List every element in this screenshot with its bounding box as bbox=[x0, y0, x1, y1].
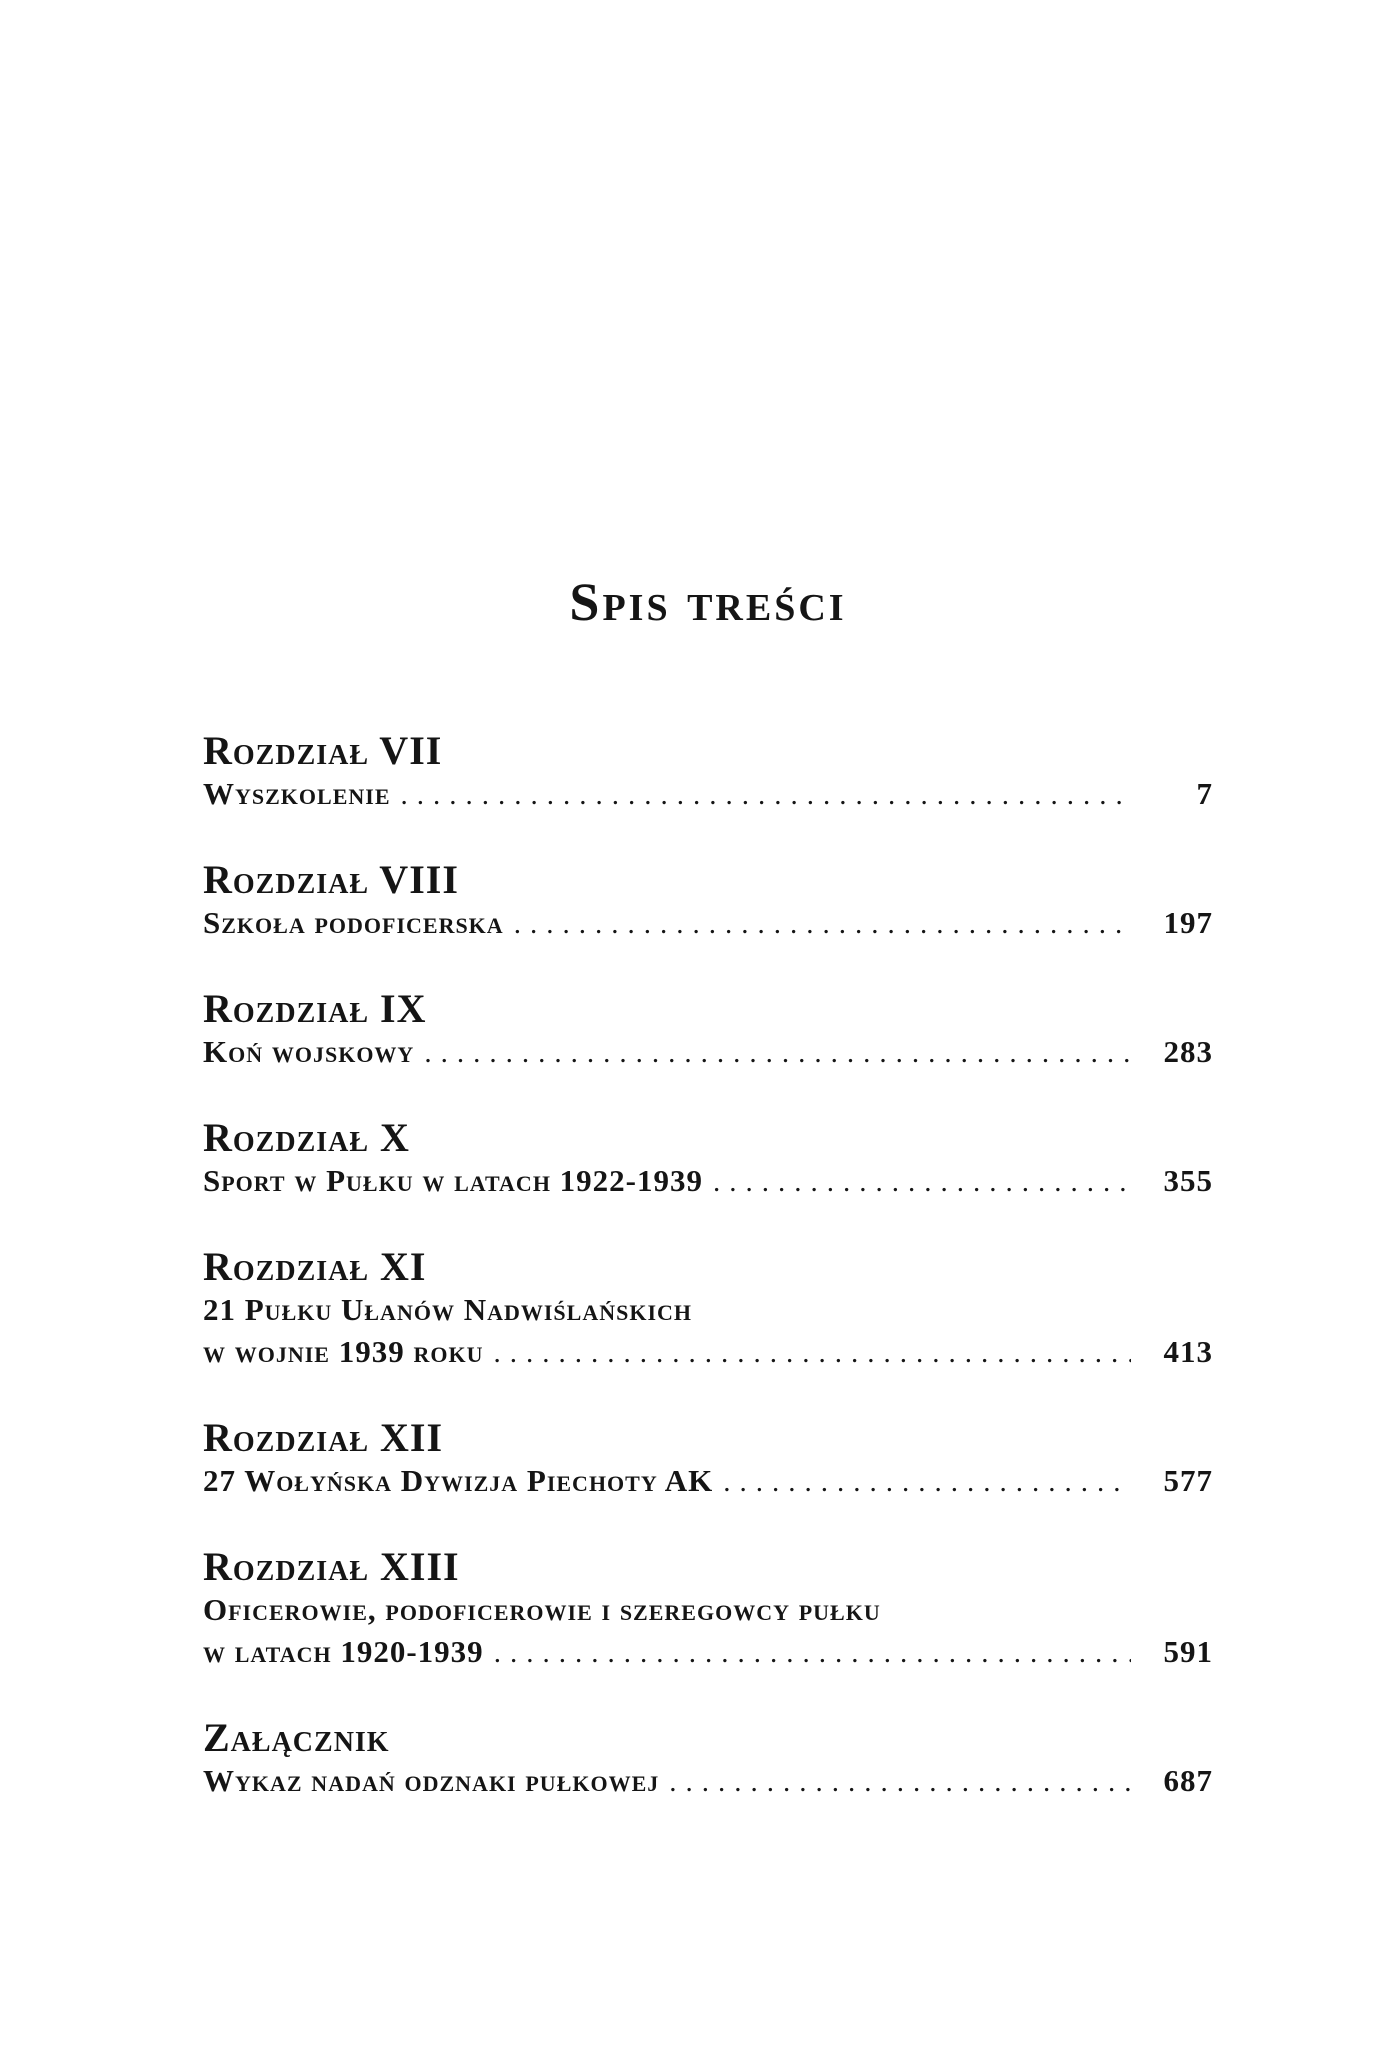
toc-entry bbox=[203, 1245, 1213, 1374]
chapter-heading: Rozdział VII bbox=[203, 728, 443, 774]
section-title: w wojnie 1939 roku bbox=[203, 1334, 484, 1370]
section-title: Sport w Pułku w latach 1922-1939 bbox=[203, 1163, 704, 1199]
section-title: w latach 1920-1939 bbox=[203, 1634, 484, 1670]
toc-entry bbox=[203, 987, 1213, 1074]
page-number: 687 bbox=[1163, 1763, 1213, 1799]
toc-row bbox=[203, 1760, 1213, 1803]
dot-leader bbox=[713, 1160, 1131, 1203]
dot-leader bbox=[494, 1331, 1132, 1374]
page-title: Spis treści bbox=[569, 572, 847, 633]
page-number: 591 bbox=[1163, 1634, 1213, 1670]
page-number: 355 bbox=[1163, 1163, 1213, 1199]
page-number: 413 bbox=[1163, 1334, 1213, 1370]
chapter-heading: Załącznik bbox=[203, 1715, 390, 1761]
dot-leader bbox=[424, 1031, 1131, 1074]
section-title-line: 21 Pułku Ułanów Nadwiślańskich bbox=[203, 1292, 693, 1328]
dot-leader bbox=[669, 1760, 1131, 1803]
toc-content bbox=[203, 36, 1213, 1803]
toc-entry bbox=[203, 1416, 1213, 1503]
toc-row bbox=[203, 902, 1213, 945]
page-number: 283 bbox=[1163, 1034, 1213, 1070]
scanned-toc-page bbox=[0, 36, 1400, 2049]
section-title: Koń wojskowy bbox=[203, 1034, 415, 1070]
dot-leader bbox=[723, 1460, 1131, 1503]
toc-entry bbox=[203, 1716, 1213, 1803]
toc-entry bbox=[203, 858, 1213, 945]
chapter-heading: Rozdział VIII bbox=[203, 857, 459, 903]
page-number: 7 bbox=[1196, 776, 1213, 812]
dot-leader bbox=[401, 773, 1132, 816]
chapter-heading: Rozdział XI bbox=[203, 1244, 427, 1290]
section-title: Szkoła podoficerska bbox=[203, 905, 504, 941]
dot-leader bbox=[494, 1631, 1131, 1674]
dot-leader bbox=[514, 902, 1131, 945]
toc-row bbox=[203, 1631, 1213, 1674]
chapter-heading: Rozdział XIII bbox=[203, 1544, 460, 1590]
section-title: Wyszkolenie bbox=[203, 776, 391, 812]
toc-row bbox=[203, 1331, 1213, 1374]
toc-row bbox=[203, 1460, 1213, 1503]
toc-entry bbox=[203, 1545, 1213, 1674]
chapter-heading: Rozdział IX bbox=[203, 986, 427, 1032]
section-title: Wykaz nadań odznaki pułkowej bbox=[203, 1763, 660, 1799]
chapter-heading: Rozdział XII bbox=[203, 1415, 444, 1461]
page-number: 577 bbox=[1163, 1463, 1213, 1499]
page-number: 197 bbox=[1163, 905, 1213, 941]
section-title-line: Oficerowie, podoficerowie i szeregowcy pułku bbox=[203, 1592, 881, 1628]
toc-entry bbox=[203, 1116, 1213, 1203]
section-title: 27 Wołyńska Dywizja Piechoty AK bbox=[203, 1463, 714, 1499]
chapter-heading: Rozdział X bbox=[203, 1115, 410, 1161]
toc-row bbox=[203, 1031, 1213, 1074]
toc-row bbox=[203, 773, 1213, 816]
toc-row bbox=[203, 1160, 1213, 1203]
toc-entry bbox=[203, 729, 1213, 816]
